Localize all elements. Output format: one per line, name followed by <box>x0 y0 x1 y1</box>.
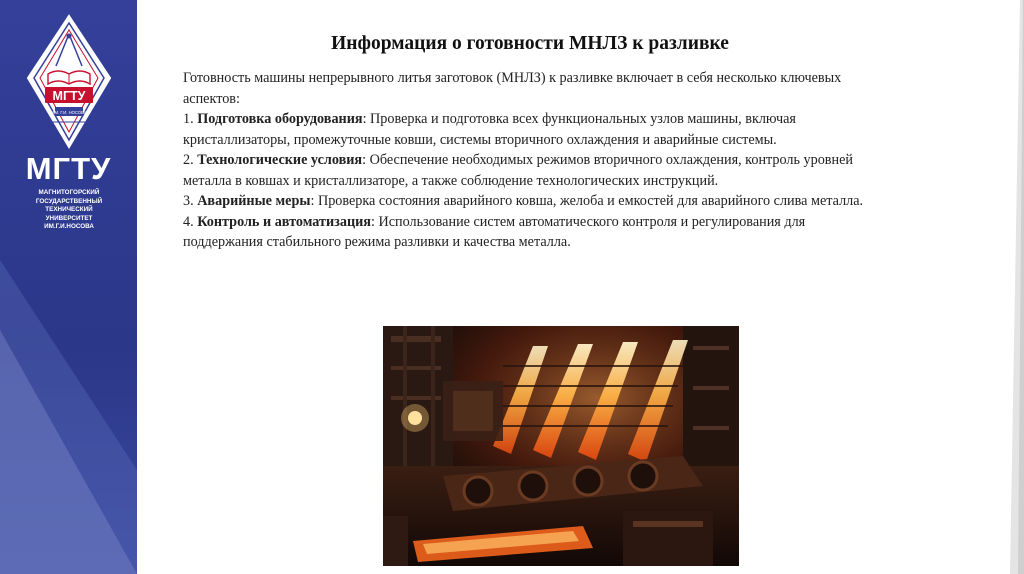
slide-edge-decoration <box>1002 0 1024 574</box>
brand-subtitle <box>14 189 124 232</box>
item-term: Контроль и автоматизация <box>197 213 371 230</box>
item-number: 2. <box>183 152 198 168</box>
logo-text: МГТУ <box>52 89 86 103</box>
university-logo <box>26 14 112 149</box>
brand-subtitle-line: ТЕХНИЧЕСКИЙ <box>45 206 93 214</box>
slide-title: Информация о готовности МНЛЗ к разливке <box>331 33 729 54</box>
list-item <box>183 150 883 191</box>
item-term: Подготовка оборудования <box>197 111 363 127</box>
sidebar <box>0 0 137 574</box>
brand-subtitle-line: ИМ.Г.И.НОСОВА <box>44 223 94 231</box>
brand-subtitle-line: МАГНИТОГОРСКИЙ <box>38 189 100 196</box>
brand-subtitle-line: УНИВЕРСИТЕТ <box>45 214 93 222</box>
list-item <box>183 109 883 150</box>
item-number: 1. <box>183 111 198 127</box>
item-text: : Проверка и подготовка всех функциональных узлов машины, включая кристаллизаторы, промежуточные ковши, системы вторичного охлаждения и аварийные системы. <box>183 111 796 148</box>
list-item <box>183 212 883 253</box>
intro-paragraph: Готовность машины непрерывного литья заготовок (МНЛЗ) к разливке включает в себя несколько ключевых аспектов: <box>183 70 842 107</box>
item-text: : Использование систем автоматического контроля и регулирования для поддержания стабильного режима разливки и качества металла. <box>183 213 806 250</box>
logo-subtext: ИМ. Г.И. НОСОВА <box>51 110 87 115</box>
item-text: : Проверка состояния аварийного ковша, желоба и емкостей для аварийного слива металла. <box>310 193 864 209</box>
item-number: 3. <box>183 193 198 209</box>
item-number: 4. <box>183 213 198 230</box>
brand-subtitle-line: ГОСУДАРСТВЕННЫЙ <box>35 197 103 205</box>
item-term: Аварийные меры <box>197 193 311 209</box>
slide-body <box>183 68 883 253</box>
list-item <box>183 191 883 212</box>
brand-name: МГТУ <box>25 151 112 186</box>
item-term: Технологические условия <box>197 152 363 168</box>
continuous-casting-machine-photo <box>383 326 739 566</box>
item-text: : Обеспечение необходимых режимов вторичного охлаждения, контроль уровней металла в ковшах и кристаллизаторе, а также соблюдение технологических инструкций. <box>183 152 853 189</box>
